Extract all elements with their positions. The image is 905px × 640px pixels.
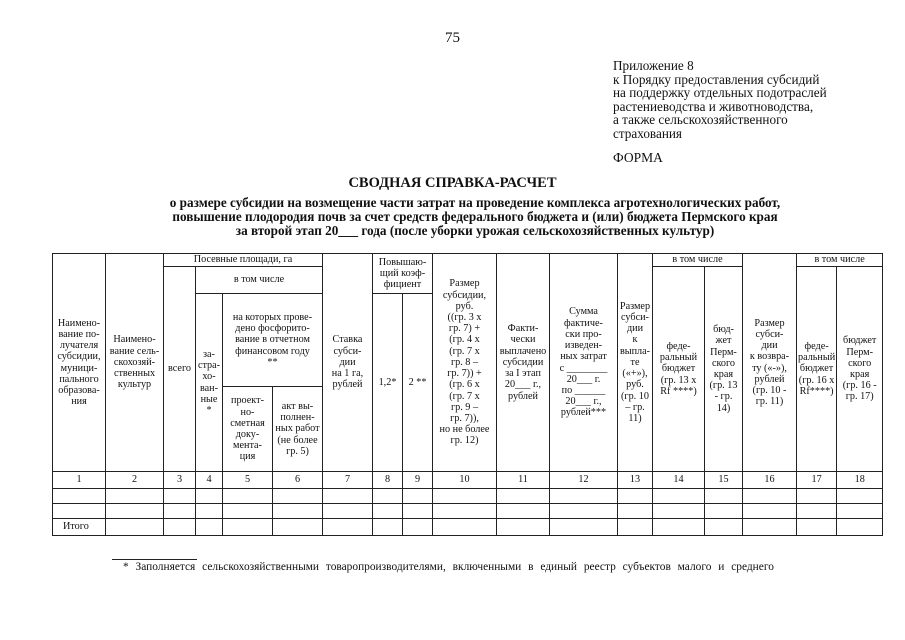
column-number: 13	[618, 472, 653, 489]
column-number: 2	[106, 472, 164, 489]
header-including-refund: в том числе	[797, 254, 883, 267]
header-perm-budget-refund: бюджет Перм- ского края (гр. 16 - гр. 17)	[837, 267, 883, 472]
column-number: 11	[497, 472, 550, 489]
column-number: 5	[223, 472, 273, 489]
calculation-table	[52, 253, 883, 536]
header-insured-area: за- стра- хо- ван- ные *	[196, 294, 223, 472]
column-number: 9	[403, 472, 433, 489]
header-design-docs: проект- но- сметная доку- мента- ция	[223, 387, 273, 472]
column-number: 15	[705, 472, 743, 489]
header-coef-1: 1,2*	[373, 294, 403, 472]
header-refund: Размер субси- дии к возвра- ту («-»), рублей (гр. 10 - гр. 11)	[743, 254, 797, 472]
footnote: * Заполняется сельскохозяйственными товаропроизводителями, включенными в единый реестр субъектов малого и среднего	[123, 561, 774, 573]
column-number: 18	[837, 472, 883, 489]
header-coefficient: Повышаю- щий коэф- фициент	[373, 254, 433, 294]
footnote-separator	[112, 559, 197, 560]
header-phosphor-area: на которых прове- дено фосфорито- вание в отчетном финансовом году **	[223, 294, 323, 387]
total-row	[53, 519, 883, 536]
header-recipient-name: Наимено- вание по- лучателя субсидии, муници- пального образова- ния	[53, 254, 106, 472]
header-including-area: в том числе	[196, 267, 323, 294]
appendix-line: на поддержку отдельных подотраслей	[613, 85, 827, 101]
column-number: 14	[653, 472, 705, 489]
column-number: 7	[323, 472, 373, 489]
column-number: 16	[743, 472, 797, 489]
appendix-block	[613, 59, 827, 141]
appendix-line: растениеводства и животноводства,	[613, 98, 814, 114]
appendix-line: страхования	[613, 125, 682, 141]
column-number: 12	[550, 472, 618, 489]
header-total-area: всего	[164, 267, 196, 472]
header-coef-2: 2 **	[403, 294, 433, 472]
header-including-payable: в том числе	[653, 254, 743, 267]
appendix-line: а также сельскохозяйственного	[613, 112, 788, 128]
table-row	[53, 504, 883, 519]
header-paid-stage1: Факти- чески выплачено субсидии за I этап 20___ г., рублей	[497, 254, 550, 472]
header-perm-budget-payable: бюд- жет Перм- ского края (гр. 13 - гр. 14)	[705, 267, 743, 472]
header-subsidy-calc: Размер субсидии, руб. ((гр. 3 х гр. 7) + (гр. 4 х (гр. 7 х гр. 8 – гр. 7)) + (гр. 6 х (гр. 7 х гр. 9 – гр. 7)), но не более гр. 12)	[433, 254, 497, 472]
column-number: 17	[797, 472, 837, 489]
column-number: 1	[53, 472, 106, 489]
total-label: Итого	[53, 519, 106, 536]
table-row	[53, 489, 883, 504]
header-payable: Размер субси- дии к выпла- те («+»), руб. (гр. 10 – гр. 11)	[618, 254, 653, 472]
header-actual-costs: Сумма фактиче- ски про- изведен- ных затрат с ________ 20___ г. по ______ 20___ г., рублей***	[550, 254, 618, 472]
subtitle-line: за второй этап 20___ года (после уборки урожая сельскохозяйственных культур)	[235, 222, 715, 238]
column-number: 8	[373, 472, 403, 489]
header-act: акт вы- полнен- ных работ (не более гр. 5)	[273, 387, 323, 472]
column-number: 10	[433, 472, 497, 489]
column-number: 6	[273, 472, 323, 489]
subtitle-line: о размере субсидии на возмещение части затрат на проведение комплекса агротехнологических работ,	[169, 195, 781, 210]
page-number: 75	[445, 30, 460, 46]
header-crop-name: Наимено- вание сель- скохозяй- ственных культур	[106, 254, 164, 472]
appendix-line: Приложение 8	[613, 58, 694, 73]
column-number: 3	[164, 472, 196, 489]
form-label: ФОРМА	[613, 150, 663, 165]
document-title: СВОДНАЯ СПРАВКА-РАСЧЕТ	[348, 175, 557, 191]
subtitle-line: повышение плодородия почв за счет средств федерального бюджета и (или) бюджета Пермского края	[172, 208, 778, 224]
header-rate: Ставка субси- дии на 1 га, рублей	[323, 254, 373, 472]
header-federal-budget-payable: феде- ральный бюджет (гр. 13 х Rf ****)	[653, 267, 705, 472]
header-sown-area: Посевные площади, га	[164, 254, 323, 267]
column-number: 4	[196, 472, 223, 489]
header-federal-budget-refund: феде- ральный бюджет (гр. 16 х Rf****)	[797, 267, 837, 472]
appendix-line: к Порядку предоставления субсидий	[613, 71, 820, 87]
document-subtitle	[60, 196, 890, 237]
